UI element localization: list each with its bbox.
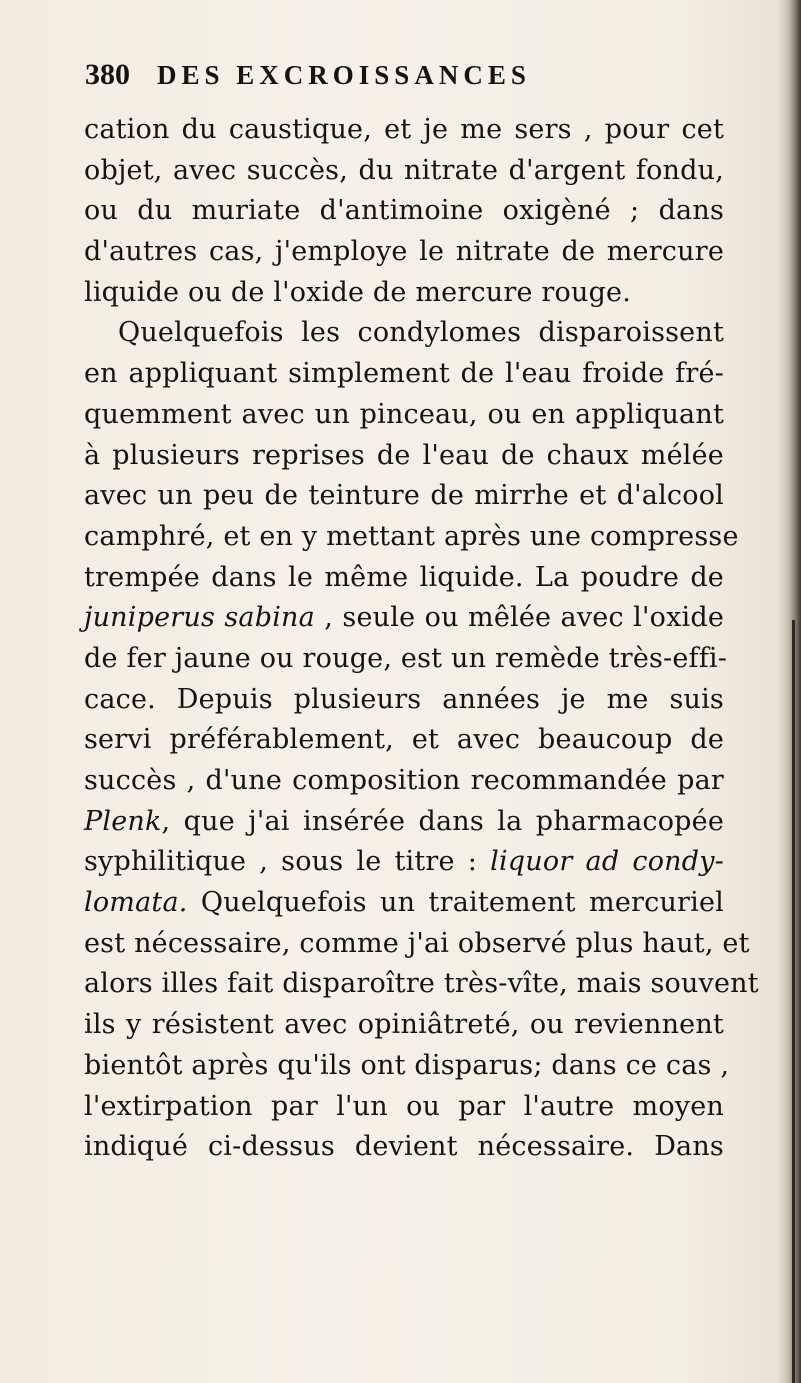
text-line-1: cation du caustique, et je me sers , pour cet	[84, 114, 724, 145]
text-line-3: ou du muriate d'antimoine oxigèné ; dans	[84, 195, 724, 227]
italic-term: juniperus sabina	[84, 602, 315, 634]
running-title: DES EXCROISSANCES	[157, 60, 531, 90]
text-line-11: camphré, et en y mettant après une compresse	[84, 520, 739, 552]
text-line-21: est nécessaire, comme j'ai observé plus haut, et	[84, 927, 750, 959]
page-header	[85, 58, 685, 98]
text-line-22: alors illes fait disparoître très-vîte, mais souvent	[84, 968, 759, 1000]
italic-title: liquor ad condy-	[490, 846, 725, 878]
text-line-9: à plusieurs reprises de l'eau de chaux mélée	[84, 439, 724, 471]
text-line-24: bientôt après qu'ils ont disparus; dans ce cas ,	[84, 1049, 730, 1081]
page-number: 380	[85, 58, 130, 91]
text-line-26: indiqué ci-dessus devient nécessaire. Dans	[84, 1131, 724, 1163]
text-line-5: liquide ou de l'oxide de mercure rouge.	[84, 276, 632, 308]
italic-title-cont: lomata.	[84, 887, 188, 919]
text-line-12: trempée dans le même liquide. La poudre de	[84, 561, 724, 593]
text-line-17: succès , d'une composition recommandée par	[84, 765, 724, 796]
text-line-6: Quelquefois les condylomes disparoissent	[118, 317, 724, 349]
text-line-14: de fer jaune ou rouge, est un remède très-effi-	[84, 642, 728, 674]
text-line-19: syphilitique , sous le titre : liquor ad condy-	[84, 846, 725, 878]
text-line-2: objet, avec succès, du nitrate d'argent fondu,	[84, 154, 724, 186]
text-line-13: juniperus sabina , seule ou mêlée avec l'oxide	[84, 602, 724, 634]
text-line-25: l'extirpation par l'un ou par l'autre moyen	[84, 1090, 724, 1122]
text-line-8: quemment avec un pinceau, ou en appliquant	[84, 398, 724, 430]
text-line-10: avec un peu de teinture de mirrhe et d'alcool	[84, 480, 724, 512]
italic-author: Plenk	[84, 805, 162, 837]
body-text	[84, 110, 759, 1168]
page-gutter	[779, 0, 801, 1383]
text-line-4: d'autres cas, j'employe le nitrate de mercure	[84, 236, 724, 268]
text-line-15: cace. Depuis plusieurs années je me suis	[84, 683, 724, 715]
text-line-23: ils y résistent avec opiniâtreté, ou reviennent	[84, 1009, 724, 1041]
text-line-20: lomata. Quelquefois un traitement mercuriel	[84, 887, 724, 919]
text-line-7: en appliquant simplement de l'eau froide fré-	[84, 358, 724, 390]
text-line-16: servi préférablement, et avec beaucoup de	[84, 724, 724, 756]
text-line-18: Plenk, que j'ai insérée dans la pharmacopée	[84, 805, 724, 837]
binding-edge	[792, 620, 795, 1383]
